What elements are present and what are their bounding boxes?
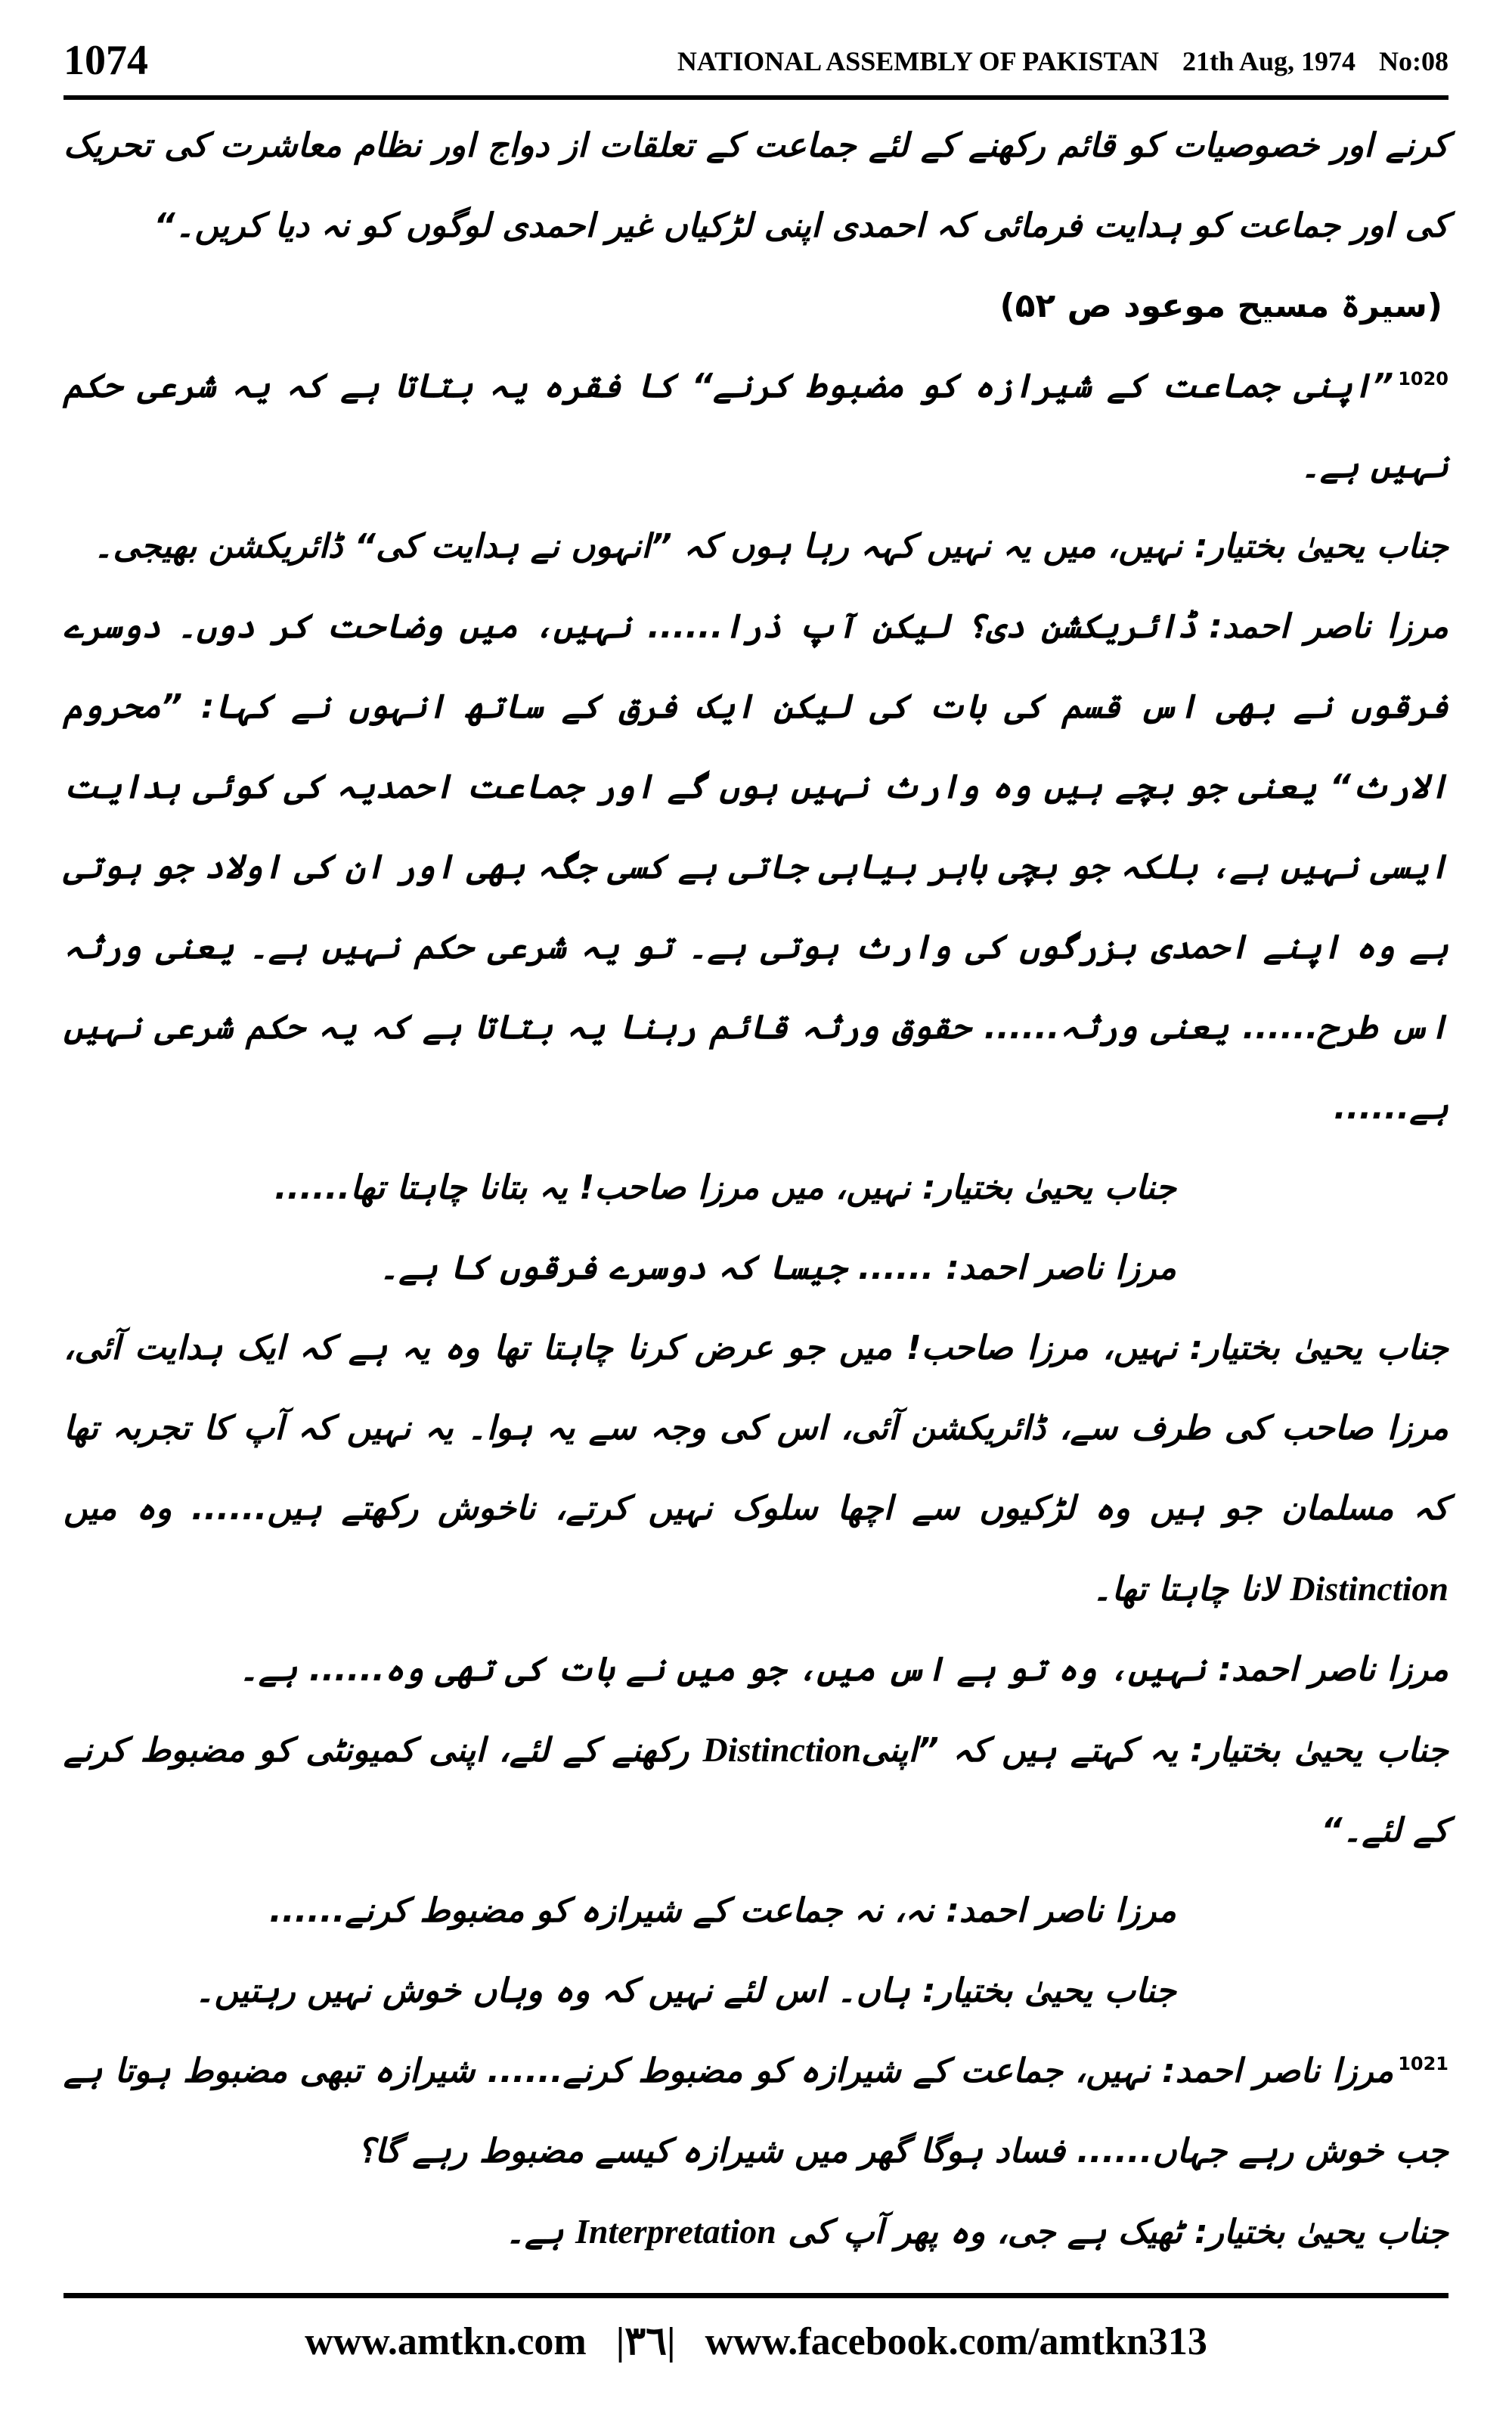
speaker-name: جناب یحییٰ بختیار:	[922, 1168, 1176, 1207]
dialogue-line	[64, 1871, 1448, 1951]
facebook-link[interactable]: www.facebook.com/amtkn313	[705, 2319, 1207, 2363]
speaker-name: جناب یحییٰ بختیار:	[1190, 1731, 1449, 1770]
dialogue-text: ٹھیک ہے جی، وہ پھر آپ کی	[788, 2213, 1182, 2251]
dialogue-text: ہاں۔ اس لئے نہیں کہ وہ وہاں خوش نہیں رہتیں۔	[194, 1972, 910, 2010]
speaker-name: جناب یحییٰ بختیار:	[1194, 527, 1448, 566]
dialogue-line	[64, 1710, 1448, 1871]
dialogue-text: نہیں، وہ تو ہے اس میں، جو میں نے بات کی تھی وہ...... ہے۔	[239, 1650, 1207, 1689]
dialogue-line	[64, 1951, 1448, 2031]
speaker-name: جناب یحییٰ بختیار:	[1189, 1329, 1448, 1367]
statement-text: ”اپنی جماعت کے شیرازہ کو مضبوط کرنے“ کا فقرہ یہ بتاتا ہے کہ یہ شرعی حکم نہیں ہے۔	[64, 367, 1448, 486]
issue-number: No:08	[1379, 46, 1448, 76]
dialogue-line	[64, 1630, 1448, 1710]
speaker-name: مرزا ناصر احمد:	[946, 1249, 1176, 1287]
dialogue-text: نہیں، میں مرزا صاحب! یہ بتانا چاہتا تھا......	[274, 1168, 910, 1207]
dialogue-text: ...... جیسا کہ دوسرے فرقوں کا ہے۔	[379, 1249, 934, 1287]
website-link[interactable]: www.amtkn.com	[305, 2319, 587, 2363]
speaker-name: مرزا ناصر احمد:	[1218, 1650, 1448, 1689]
dialogue-text: ڈائریکشن دی؟ لیکن آپ ذرا...... نہیں، میں وضاحت کر دوں۔ دوسرے فرقوں نے بھی اس قسم کی بات کی لیکن ایک فرق کے ساتھ انہوں نے کہا: ”محروم الارث“ یعنی جو بچے ہیں وہ وارث نہیں ہوں گے اور جماعت احمدیہ کی کوئی ہدایت ایسی نہیں ہے، بلکہ جو بچی باہر بیاہی جاتی ہے کسی جگہ بھی اور ان کی اولاد جو ہوتی ہے وہ اپنے احمدی بزرگوں کی وارث ہوتی ہے۔ تو یہ شرعی حکم نہیں ہے۔ یعنی ورثہ اس طرح...... یعنی ورثہ...... حقوق ورثہ قائم رہنا یہ بتاتا ہے کہ یہ حکم شرعی نہیں ہے......	[64, 607, 1448, 1127]
footer-rule	[64, 2293, 1448, 2298]
transcript-body	[64, 106, 1448, 2284]
paragraph-number: 1020	[1398, 368, 1448, 390]
publication-title: NATIONAL ASSEMBLY OF PAKISTAN	[677, 46, 1159, 76]
dialogue-line	[64, 587, 1448, 1148]
dialogue-line	[64, 1148, 1448, 1228]
dialogue-line	[64, 507, 1448, 587]
dialogue-text: نہیں، میں یہ نہیں کہہ رہا ہوں کہ ”انہوں نے ہدایت کی“ ڈائریکشن بھیجی۔	[93, 527, 1182, 566]
dialogue-line	[64, 2031, 1448, 2192]
speaker-name: مرزا ناصر احمد:	[1209, 607, 1448, 646]
dialogue-text: رکھنے کے لئے، اپنی کمیونٹی کو مضبوط کرنے کے لئے۔“	[64, 1731, 1448, 1850]
dialogue-text: لانا چاہتا تھا۔	[1092, 1570, 1279, 1609]
english-term: Distinction	[1290, 1569, 1448, 1608]
dialogue-line	[64, 1308, 1448, 1630]
dialogue-text: نہیں، جماعت کے شیرازہ کو مضبوط کرنے...... شیرازہ تبھی مضبوط ہوتا ہے جب خوش رہے جہاں...... فساد ہوگا گھر میں شیرازہ کیسے مضبوط رہے گا؟	[64, 2052, 1448, 2170]
speaker-name: مرزا ناصر احمد:	[1162, 2052, 1394, 2090]
paragraph-number: 1021	[1398, 2053, 1448, 2075]
session-date: 21th Aug, 1974	[1182, 46, 1356, 76]
page-number: 1074	[64, 37, 148, 84]
dialogue-line	[64, 2192, 1448, 2273]
footer-page-label: |٣٦|	[615, 2320, 676, 2364]
quote-reference: (سیرۃ مسیح موعود ص ۵۲)	[999, 287, 1442, 325]
page-header	[64, 30, 1448, 91]
speaker-name: مرزا ناصر احمد:	[946, 1891, 1176, 1930]
speaker-name: جناب یحییٰ بختیار:	[1194, 2213, 1448, 2251]
dialogue-text: ہے۔	[505, 2213, 564, 2251]
running-header	[661, 45, 1448, 77]
dialogue-text: نہیں، مرزا صاحب! میں جو عرض کرنا چاہتا تھا وہ یہ ہے کہ ایک ہدایت آئی، مرزا صاحب کی طرف سے، ڈائریکشن آئی، اس کی وجہ سے یہ ہوا۔ یہ نہیں کہ آپ کا تجربہ تھا کہ مسلمان جو ہیں وہ لڑکیوں سے اچھا سلوک نہیں کرتے، ناخوش رکھتے ہیں...... وہ میں	[64, 1329, 1448, 1528]
english-term: Interpretation	[575, 2212, 776, 2251]
statement-paragraph	[64, 346, 1448, 507]
english-term: Distinction	[702, 1730, 862, 1769]
quote-paragraph: کرنے اور خصوصیات کو قائم رکھنے کے لئے جماعت کے تعلقات از دواج اور نظام معاشرت کی تحریک کی اور جماعت کو ہدایت فرمائی کہ احمدی اپنی لڑکیاں غیر احمدی لوگوں کو نہ دیا کریں۔“	[64, 126, 1448, 245]
dialogue-text: نہ، نہ جماعت کے شیرازہ کو مضبوط کرنے......	[269, 1891, 934, 1930]
speaker-name: جناب یحییٰ بختیار:	[922, 1972, 1176, 2010]
dialogue-text: یہ کہتے ہیں کہ ”اپنی	[861, 1731, 1179, 1770]
page-footer	[0, 2316, 1512, 2391]
header-rule	[64, 95, 1448, 100]
dialogue-line	[64, 1228, 1448, 1308]
